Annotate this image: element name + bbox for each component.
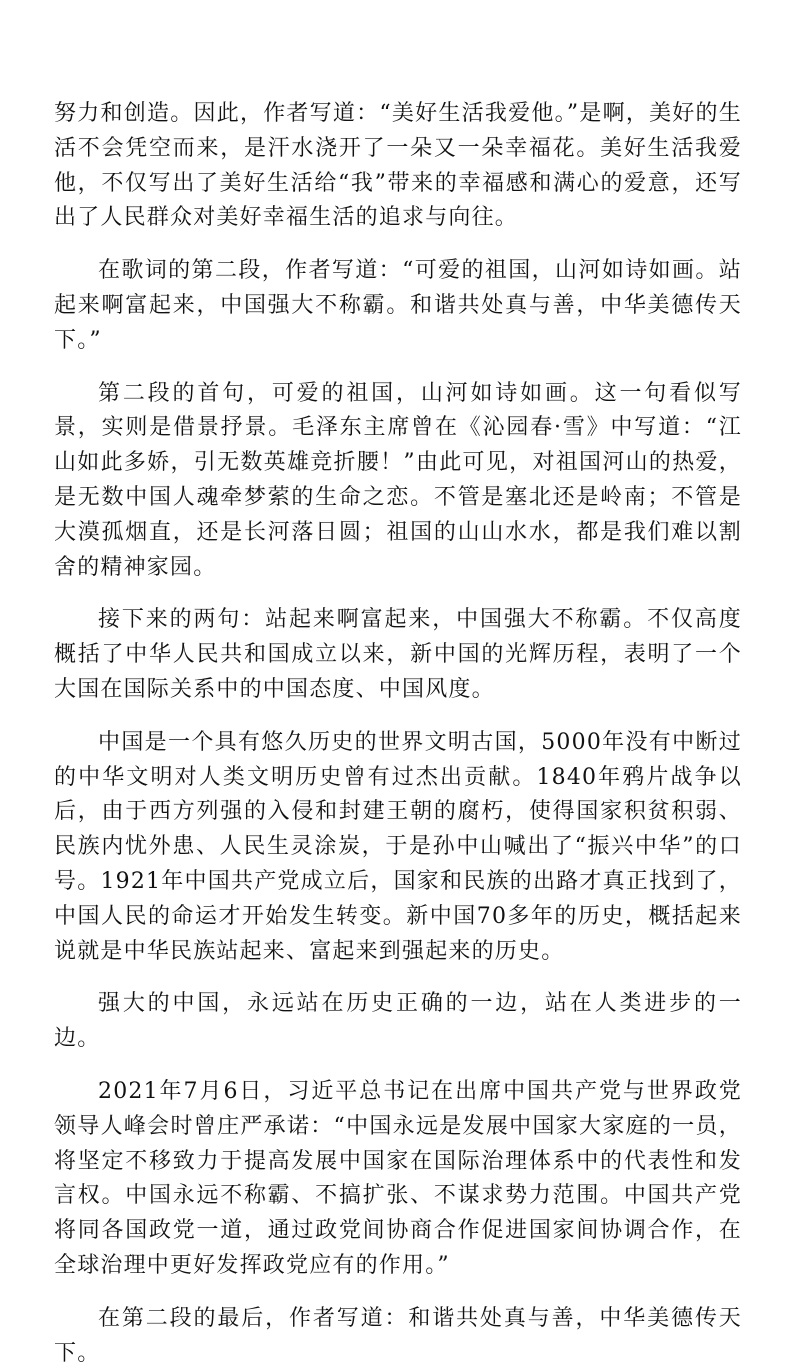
paragraph-history: 中国是一个具有悠久历史的世界文明古国，5000年没有中断过的中华文明对人类文明历史曾有过杰出贡献。1840年鸦片战争以后，由于西方列强的入侵和封建王朝的腐朽，使得国家积贫积弱、民族内忧外患、人民生灵涂炭，于是孙中山喊出了“振兴中华”的口号。1921年中国共产党成立后，国家和民族的出路才真正找到了，中国人民的命运才开始发生转变。新中国70多年的历史，概括起来说就是中华民族站起来、富起来到强起来的历史。: [54, 729, 742, 964]
paragraph-closing: 在第二段的最后，作者写道：和谐共处真与善，中华美德传天下。: [54, 1305, 742, 1366]
paragraph-first-line-analysis: 第二段的首句，可爱的祖国，山河如诗如画。这一句看似写景，实则是借景抒景。毛泽东主席曾在《沁园春·雪》中写道：“江山如此多娇，引无数英雄竞折腰！”由此可见，对祖国河山的热爱，是无数中国人魂牵梦萦的生命之恋。不管是塞北还是岭南；不管是大漠孤烟直，还是长河落日圆；祖国的山山水水，都是我们难以割舍的精神家园。: [54, 380, 742, 580]
paragraph-commitment: 2021年7月6日，习近平总书记在出席中国共产党与世界政党领导人峰会时曾庄严承诺：“中国永远是发展中国家大家庭的一员，将坚定不移致力于提高发展中国家在国际治理体系中的代表性和发言权。中国永远不称霸、不搞扩张、不谋求势力范围。中国共产党将同各国政党一道，通过政党间协商合作促进国家间协调合作，在全球治理中更好发挥政党应有的作用。”: [54, 1078, 742, 1278]
paragraph-second-verse-intro: 在歌词的第二段，作者写道：“可爱的祖国，山河如诗如画。站起来啊富起来，中国强大不称霸。和谐共处真与善，中华美德传天下。”: [54, 258, 742, 353]
paragraph-strong-china: 强大的中国，永远站在历史正确的一边，站在人类进步的一边。: [54, 991, 742, 1052]
paragraph-continued: 努力和创造。因此，作者写道：“美好生活我爱他。”是啊，美好的生活不会凭空而来，是汗水浇开了一朵又一朵幸福花。美好生活我爱他，不仅写出了美好生活给“我”带来的幸福感和满心的爱意，还写出了人民群众对美好幸福生活的追求与向往。: [54, 101, 742, 231]
paragraph-next-two-lines: 接下来的两句：站起来啊富起来，中国强大不称霸。不仅高度概括了中华人民共和国成立以来，新中国的光辉历程，表明了一个大国在国际关系中的中国态度、中国风度。: [54, 607, 742, 702]
